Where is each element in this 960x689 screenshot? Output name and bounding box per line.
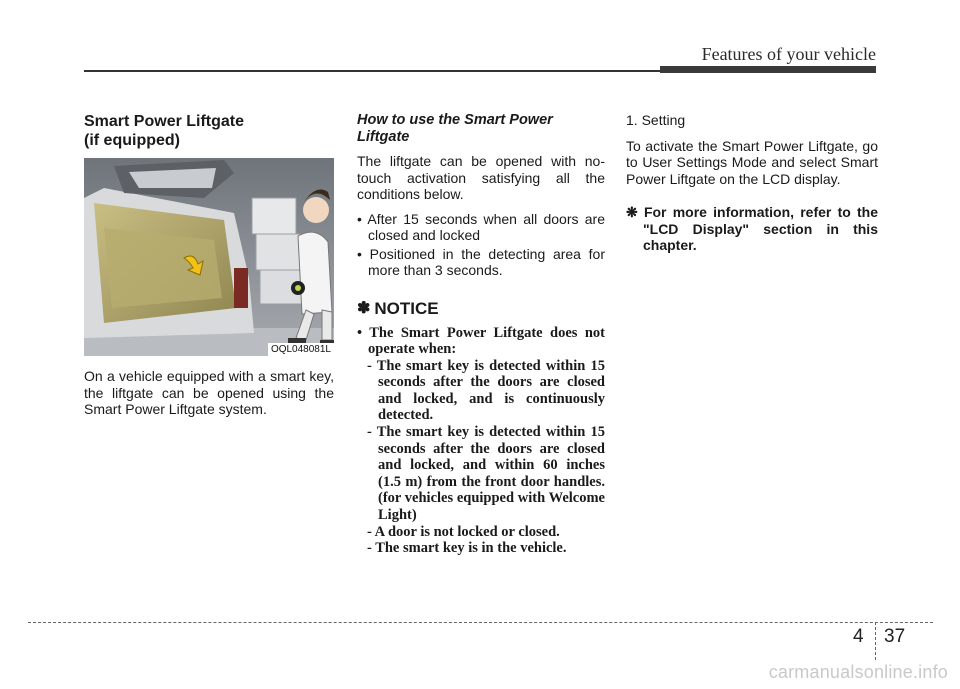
liftgate-scene-image <box>84 158 334 356</box>
page-number: 37 <box>884 626 906 647</box>
conditions-paragraph: The liftgate can be opened with no-touch activation satisfying all the conditions below. <box>357 153 605 202</box>
subsection-heading: How to use the Smart Power Liftgate <box>357 112 553 145</box>
middle-column <box>357 112 605 557</box>
figure-code: OQL048081L <box>268 343 334 356</box>
list-item: • After 15 seconds when all doors are closed and locked <box>357 210 605 243</box>
list-item: - The smart key is detected within 15 seconds after the doors are closed and locked, and within 60 inches (1.5 m) from the front door handles. (for vehicles equipped with Welcome Light) <box>367 424 605 524</box>
notice-list <box>357 358 605 557</box>
page-number-divider <box>875 622 876 660</box>
section-heading <box>84 112 334 150</box>
right-column <box>626 112 878 254</box>
section-heading-line1: Smart Power Liftgate <box>84 113 245 130</box>
chapter-number: 4 <box>853 626 864 647</box>
notice-heading <box>357 299 605 319</box>
watermark: carmanualsonline.info <box>768 662 948 682</box>
section-heading-line2: (if equipped) <box>84 132 180 149</box>
list-item: • Positioned in the detecting area for more than 3 seconds. <box>357 245 605 278</box>
header-rule <box>84 70 660 72</box>
notice-star-icon: ✽ <box>357 299 371 317</box>
intro-paragraph: On a vehicle equipped with a smart key, the liftgate can be opened using the Smart Power Liftgate system. <box>84 368 334 417</box>
notice-body <box>357 325 605 557</box>
list-item: - The smart key is in the vehicle. <box>367 540 567 557</box>
reference-note: ❋ For more information, refer to the "LCD Display" section in this chapter. <box>626 204 878 253</box>
setting-paragraph: To activate the Smart Power Liftgate, go to User Settings Mode and select Smart Power Liftgate on the LCD display. <box>626 137 878 187</box>
running-header: Features of your vehicle <box>701 44 876 64</box>
liftgate-illustration <box>84 158 334 356</box>
footer-rule <box>28 622 933 623</box>
list-item: - A door is not locked or closed. <box>367 523 560 540</box>
left-column <box>84 112 334 418</box>
notice-label: NOTICE <box>374 298 439 318</box>
step-heading: 1. Setting <box>626 112 686 128</box>
conditions-list <box>357 211 605 279</box>
notice-lead: • The Smart Power Liftgate does not operate when: <box>357 324 605 358</box>
list-item: - The smart key is detected within 15 seconds after the doors are closed and locked, and is continuously detected. <box>367 357 605 424</box>
header-rule-accent <box>660 66 876 73</box>
